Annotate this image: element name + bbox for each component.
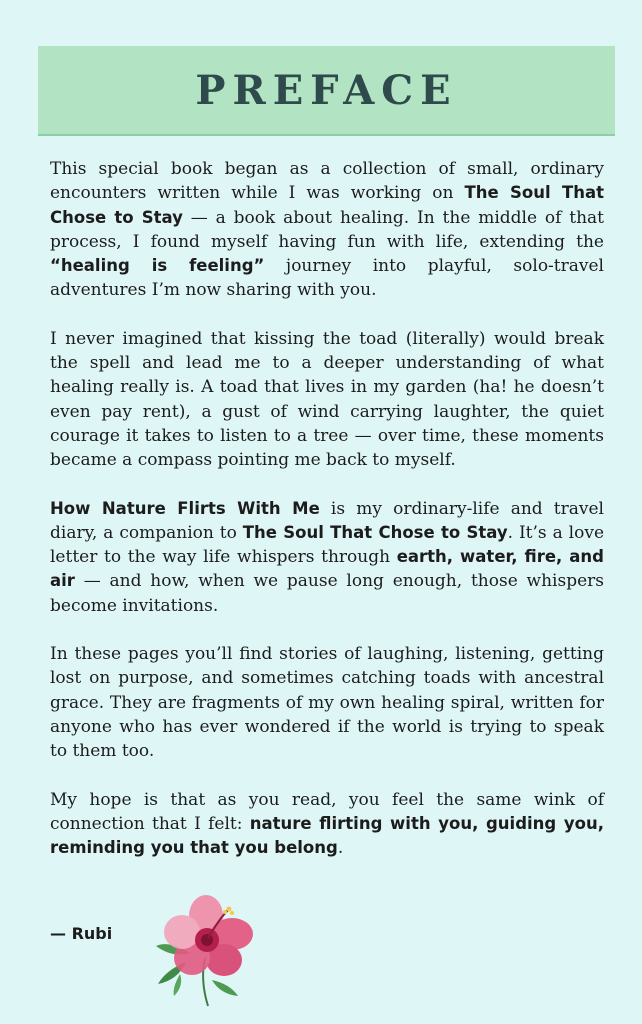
text-run: — and how, when we pause long enough, those whispers become invitations. (50, 571, 604, 616)
text-run: journey into playful, solo-travel adventures I’m now sharing with you. (50, 256, 604, 301)
text-run: . It’s a love letter to the way life whispers through (50, 522, 605, 568)
text-run: In these pages you’ll find stories of laughing, listening, getting lost on purpose, and sometimes catching toads with ancestral grace. They are fragments of my own healing spiral, written for anyone who has ever wondered if the world is trying to speak to them too. (50, 644, 604, 762)
text-run: is my ordinary-life and travel diary, a companion to (50, 498, 604, 543)
preface-paragraph (50, 327, 604, 473)
preface-paragraph (50, 497, 604, 618)
text-run: This special book began as a collection of small, ordinary encounters written while I was working on (50, 159, 604, 204)
text-run: My hope is that as you read, you feel the same wink of connection that I felt: (50, 789, 604, 834)
text-run: . (337, 838, 344, 859)
bold-phrase: “healing is feeling” (50, 256, 265, 276)
author-signature: — Rubi (50, 924, 113, 943)
preface-paragraph (50, 157, 604, 303)
hibiscus-flower-icon (150, 888, 260, 1010)
page-title: PREFACE (195, 66, 458, 114)
preface-paragraph (50, 788, 604, 861)
preface-paragraph (50, 642, 604, 763)
title-banner (38, 46, 615, 136)
bold-phrase: The Soul That Chose to Stay (242, 522, 508, 542)
bold-phrase: earth, water, fire, and air (50, 547, 604, 591)
text-run: I never imagined that kissing the toad (literally) would break the spell and lead me to a deeper understanding of what healing really is. A toad that lives in my garden (ha! he doesn’t even pay rent), a gust of wind carrying laughter, the quiet courage it takes to listen to a tree — over time, these moments became a compass pointing me back to myself. (50, 328, 604, 471)
bold-phrase: nature flirting with you, guiding you, reminding you that you belong (50, 813, 604, 858)
preface-body (50, 157, 604, 884)
bold-phrase: The Soul That Chose to Stay (50, 183, 604, 227)
bold-phrase: How Nature Flirts With Me (50, 498, 320, 518)
text-run: — a book about healing. In the middle of that process, I found myself having fun with life, extending the (50, 207, 604, 252)
